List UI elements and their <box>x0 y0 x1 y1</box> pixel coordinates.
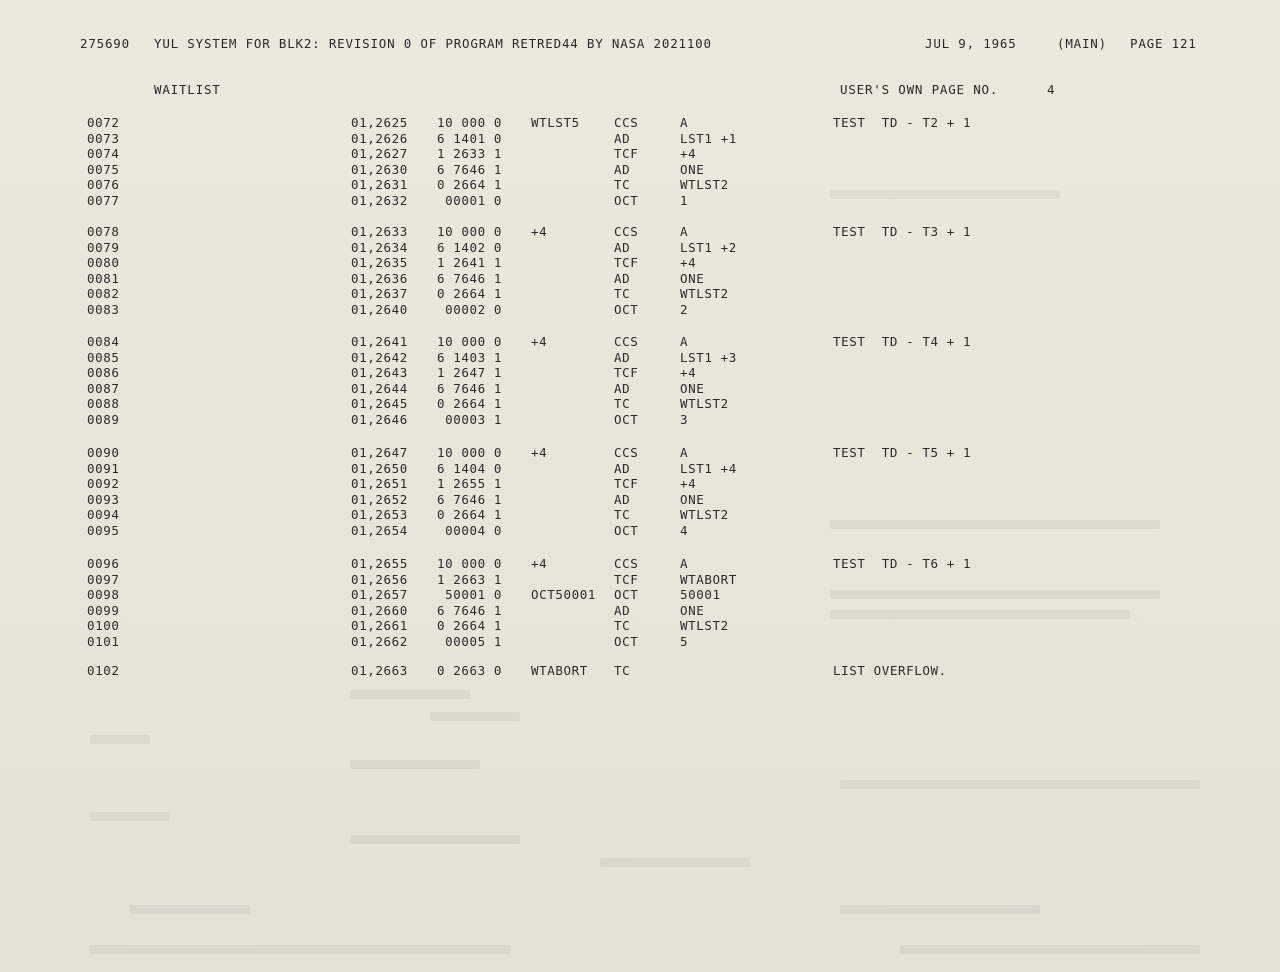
comment: TEST TD - T4 + 1 <box>833 334 972 349</box>
operand: WTLST2 <box>680 396 729 411</box>
line-number: 0075 <box>87 161 120 177</box>
operand: 5 <box>680 633 689 649</box>
line-number: 0088 <box>87 396 120 411</box>
opcode: TCF <box>614 255 639 270</box>
octal-code: 6 7646 1 <box>437 380 503 396</box>
comment: LIST OVERFLOW. <box>833 663 947 678</box>
opcode: TCF <box>614 571 639 587</box>
octal-code: 00001 0 <box>437 192 503 208</box>
octal-code: 1 2633 1 <box>437 146 503 161</box>
octal-code: 1 2647 1 <box>437 365 503 380</box>
label: WTLST5 <box>531 115 580 130</box>
opcode: TC <box>614 507 631 522</box>
octal-code: 0 2663 0 <box>437 663 503 678</box>
octal-code: 1 2663 1 <box>437 571 503 587</box>
address: 01,2631 <box>351 177 408 192</box>
operand: +4 <box>680 476 697 491</box>
address: 01,2650 <box>351 460 408 476</box>
line-number: 0083 <box>87 301 120 317</box>
address: 01,2633 <box>351 224 408 239</box>
operand: LST1 +1 <box>680 130 737 146</box>
octal-code: 00002 0 <box>437 301 503 317</box>
comment: TEST TD - T5 + 1 <box>833 445 972 460</box>
opcode: CCS <box>614 334 639 349</box>
line-number: 0081 <box>87 270 120 286</box>
octal-code: 10 000 0 <box>437 334 503 349</box>
operand: ONE <box>680 491 705 507</box>
address: 01,2663 <box>351 663 408 678</box>
opcode: TC <box>614 663 631 678</box>
address: 01,2660 <box>351 602 408 618</box>
line-number: 0072 <box>87 115 120 130</box>
octal-code: 0 2664 1 <box>437 177 503 192</box>
opcode: TC <box>614 396 631 411</box>
operand: WTLST2 <box>680 177 729 192</box>
opcode: TCF <box>614 146 639 161</box>
line-number: 0101 <box>87 633 120 649</box>
label: OCT50001 <box>531 587 597 602</box>
listing-section: (MAIN) <box>1057 36 1107 51</box>
opcode: CCS <box>614 115 639 130</box>
address: 01,2643 <box>351 365 408 380</box>
operand: A <box>680 224 689 239</box>
operand: ONE <box>680 270 705 286</box>
label: WTABORT <box>531 663 588 678</box>
octal-code: 0 2664 1 <box>437 507 503 522</box>
opcode: CCS <box>614 556 639 571</box>
line-number: 0097 <box>87 571 120 587</box>
opcode: OCT <box>614 522 639 538</box>
page-number: PAGE 121 <box>1130 36 1197 51</box>
routine-name: WAITLIST <box>154 82 221 97</box>
address: 01,2647 <box>351 445 408 460</box>
opcode: TC <box>614 618 631 633</box>
operand: +4 <box>680 146 697 161</box>
line-number: 0100 <box>87 618 120 633</box>
operand: ONE <box>680 602 705 618</box>
octal-code: 6 7646 1 <box>437 491 503 507</box>
opcode: AD <box>614 349 631 365</box>
label: +4 <box>531 334 548 349</box>
octal-code: 0 2664 1 <box>437 286 503 301</box>
operand: LST1 +3 <box>680 349 737 365</box>
address: 01,2641 <box>351 334 408 349</box>
octal-code: 00003 1 <box>437 411 503 427</box>
operand: +4 <box>680 255 697 270</box>
listing-title: YUL SYSTEM FOR BLK2: REVISION 0 OF PROGRAM RETRED44 BY NASA 2021100 <box>154 36 712 51</box>
operand: WTABORT <box>680 571 737 587</box>
address: 01,2634 <box>351 239 408 255</box>
octal-code: 6 7646 1 <box>437 602 503 618</box>
address: 01,2655 <box>351 556 408 571</box>
operand: ONE <box>680 380 705 396</box>
operand: WTLST2 <box>680 618 729 633</box>
label: +4 <box>531 224 548 239</box>
opcode: AD <box>614 380 631 396</box>
octal-code: 6 7646 1 <box>437 270 503 286</box>
octal-code: 00005 1 <box>437 633 503 649</box>
address: 01,2651 <box>351 476 408 491</box>
line-number: 0089 <box>87 411 120 427</box>
operand: WTLST2 <box>680 286 729 301</box>
opcode: OCT <box>614 301 639 317</box>
address: 01,2657 <box>351 587 408 602</box>
address: 01,2626 <box>351 130 408 146</box>
octal-code: 10 000 0 <box>437 224 503 239</box>
operand: 50001 <box>680 587 721 602</box>
octal-code: 00004 0 <box>437 522 503 538</box>
listing-date: JUL 9, 1965 <box>925 36 1017 51</box>
address: 01,2642 <box>351 349 408 365</box>
line-number: 0080 <box>87 255 120 270</box>
address: 01,2625 <box>351 115 408 130</box>
operand: A <box>680 334 689 349</box>
line-number: 0087 <box>87 380 120 396</box>
line-number: 0073 <box>87 130 120 146</box>
octal-code: 10 000 0 <box>437 115 503 130</box>
line-number: 0093 <box>87 491 120 507</box>
address: 01,2636 <box>351 270 408 286</box>
line-number: 0086 <box>87 365 120 380</box>
opcode: CCS <box>614 224 639 239</box>
label: +4 <box>531 556 548 571</box>
operand: WTLST2 <box>680 507 729 522</box>
operand: LST1 +2 <box>680 239 737 255</box>
address: 01,2652 <box>351 491 408 507</box>
octal-code: 1 2641 1 <box>437 255 503 270</box>
operand: A <box>680 556 689 571</box>
opcode: OCT <box>614 411 639 427</box>
address: 01,2627 <box>351 146 408 161</box>
address: 01,2635 <box>351 255 408 270</box>
octal-code: 50001 0 <box>437 587 503 602</box>
opcode: AD <box>614 161 631 177</box>
line-number: 0079 <box>87 239 120 255</box>
line-number: 0084 <box>87 334 120 349</box>
operand: 3 <box>680 411 689 427</box>
opcode: OCT <box>614 192 639 208</box>
address: 01,2645 <box>351 396 408 411</box>
opcode: AD <box>614 602 631 618</box>
octal-code: 0 2664 1 <box>437 618 503 633</box>
opcode: TCF <box>614 476 639 491</box>
operand: LST1 +4 <box>680 460 737 476</box>
octal-code: 1 2655 1 <box>437 476 503 491</box>
line-number: 0094 <box>87 507 120 522</box>
octal-code: 6 1404 0 <box>437 460 503 476</box>
operand: 1 <box>680 192 689 208</box>
address: 01,2630 <box>351 161 408 177</box>
line-number: 0082 <box>87 286 120 301</box>
operand: ONE <box>680 161 705 177</box>
address: 01,2632 <box>351 192 408 208</box>
line-number: 0099 <box>87 602 120 618</box>
comment: TEST TD - T3 + 1 <box>833 224 972 239</box>
address: 01,2654 <box>351 522 408 538</box>
comment: TEST TD - T2 + 1 <box>833 115 972 130</box>
line-number: 0092 <box>87 476 120 491</box>
line-number: 0090 <box>87 445 120 460</box>
opcode: AD <box>614 270 631 286</box>
opcode: AD <box>614 130 631 146</box>
line-number: 0076 <box>87 177 120 192</box>
line-number: 0077 <box>87 192 120 208</box>
line-number: 0095 <box>87 522 120 538</box>
operand: +4 <box>680 365 697 380</box>
opcode: AD <box>614 460 631 476</box>
operand: A <box>680 445 689 460</box>
opcode: CCS <box>614 445 639 460</box>
address: 01,2662 <box>351 633 408 649</box>
line-number: 0074 <box>87 146 120 161</box>
address: 01,2644 <box>351 380 408 396</box>
address: 01,2653 <box>351 507 408 522</box>
octal-code: 6 7646 1 <box>437 161 503 177</box>
opcode: AD <box>614 239 631 255</box>
octal-code: 0 2664 1 <box>437 396 503 411</box>
line-number: 0098 <box>87 587 120 602</box>
line-number: 0091 <box>87 460 120 476</box>
label: +4 <box>531 445 548 460</box>
users-page-number: 4 <box>1047 82 1056 97</box>
opcode: TCF <box>614 365 639 380</box>
address: 01,2661 <box>351 618 408 633</box>
opcode: OCT <box>614 633 639 649</box>
octal-code: 10 000 0 <box>437 445 503 460</box>
address: 01,2640 <box>351 301 408 317</box>
operand: 2 <box>680 301 689 317</box>
octal-code: 6 1403 1 <box>437 349 503 365</box>
listing-id: 275690 <box>80 36 130 51</box>
opcode: OCT <box>614 587 639 602</box>
operand: A <box>680 115 689 130</box>
line-number: 0085 <box>87 349 120 365</box>
line-number: 0102 <box>87 663 120 678</box>
opcode: TC <box>614 286 631 301</box>
line-number: 0096 <box>87 556 120 571</box>
octal-code: 6 1401 0 <box>437 130 503 146</box>
line-number: 0078 <box>87 224 120 239</box>
address: 01,2646 <box>351 411 408 427</box>
users-page-label: USER'S OWN PAGE NO. <box>840 82 999 97</box>
address: 01,2637 <box>351 286 408 301</box>
comment: TEST TD - T6 + 1 <box>833 556 972 571</box>
opcode: TC <box>614 177 631 192</box>
operand: 4 <box>680 522 689 538</box>
opcode: AD <box>614 491 631 507</box>
octal-code: 6 1402 0 <box>437 239 503 255</box>
octal-code: 10 000 0 <box>437 556 503 571</box>
address: 01,2656 <box>351 571 408 587</box>
